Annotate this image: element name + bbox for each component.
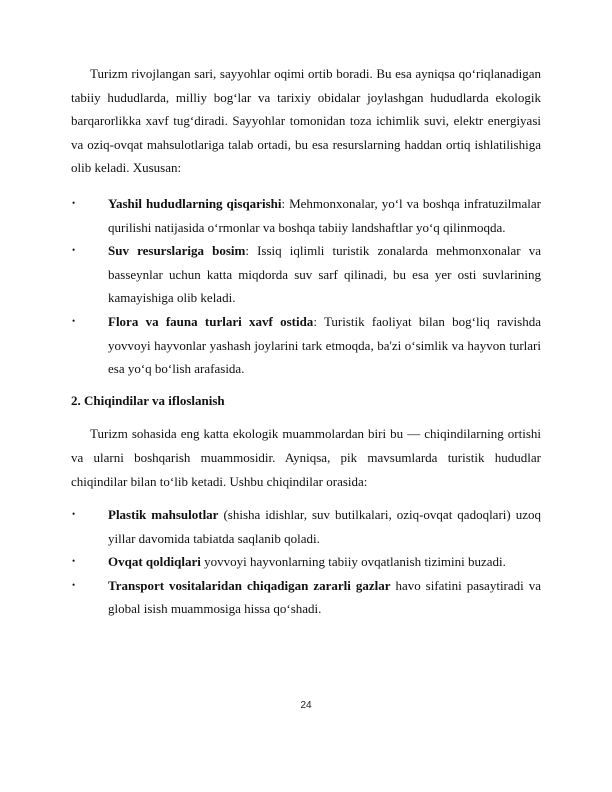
list-item-title: Flora va fauna turlari xavf ostida: [108, 313, 314, 329]
list-item-title: Plastik mahsulotlar: [108, 507, 219, 523]
environmental-impacts-list: [71, 192, 541, 381]
list-item-title: Transport vositalaridan chiqadigan zararli gazlar: [108, 577, 391, 593]
list-item: [71, 503, 541, 550]
bullet-icon: •: [72, 556, 76, 567]
list-item-text: : Turistik faoliyat bilan bog‘liq ravishda yovvoyi hayvonlar yashash joylarini tark etmoqda, ba'zi o‘simlik va hayvon turlari esa yo‘q bo‘lish arafasida.: [108, 313, 541, 377]
list-item-text: (shisha idishlar, suv butilkalari, oziq-ovqat qadoqlari) uzoq yillar davomida tabiatda saqlanib qoladi.: [108, 507, 541, 546]
bullet-icon: •: [72, 315, 76, 326]
list-item-text: yovvoyi hayvonlarning tabiiy ovqatlanish tizimini buzadi.: [200, 554, 506, 570]
waste-types-list: [71, 503, 541, 621]
list-item: [71, 239, 541, 310]
section-heading: 2. Chiqindilar va ifloslanish: [71, 392, 225, 408]
list-item-text: havo sifatini pasaytiradi va global isish muammosiga hissa qo‘shadi.: [108, 577, 541, 617]
list-item-text: : Mehmonxonalar, yo‘l va boshqa infratuzilmalar qurilishi natijasida o‘rmonlar va boshqa tabiiy landshaftlar yo‘q qilinmoqda.: [108, 195, 541, 235]
list-item-title: Yashil hududlarning qisqarishi: [108, 195, 282, 211]
bullet-icon: •: [72, 579, 76, 590]
list-item-title: Suv resurslariga bosim: [108, 243, 246, 259]
page-number: 24: [300, 700, 312, 711]
intro-paragraph: Turizm rivojlangan sari, sayyohlar oqimi ortib boradi. Bu esa ayniqsa qo‘riqlanadigan tabiiy hududlarda, milliy bog‘lar va tarixiy obidalar joylashgan hududlarda ekologik barqarorlikka xavf tug‘diradi. Sayyohlar tomonidan toza ichimlik suvi, elektr energiyasi va oziq-ovqat mahsulotlariga talab ortadi, bu esa resurslarning haddan ortiq ishlatilishiga olib keladi. Xususan:: [71, 66, 541, 176]
list-item: [71, 310, 541, 381]
list-item-title: Ovqat qoldiqlari: [108, 554, 201, 570]
list-item: [71, 574, 541, 621]
bullet-icon: •: [72, 245, 76, 256]
bullet-icon: •: [72, 509, 76, 520]
section-paragraph: Turizm sohasida eng katta ekologik muammolardan biri bu — chiqindilarning ortishi va ularni boshqarish muammosidir. Ayniqsa, pik mavsumlarda turistik hududlar chiqindilar bilan to‘lib ketadi. Ushbu chiqindilar orasida:: [71, 426, 541, 489]
document-page: [71, 62, 541, 621]
bullet-icon: •: [72, 197, 76, 208]
list-item-text: : Issiq iqlimli turistik zonalarda mehmonxonalar va basseynlar uchun katta miqdorda suv sarf qilinadi, bu esa yer osti suvlarining kamayishiga olib keladi.: [108, 243, 541, 306]
list-item: [71, 550, 541, 574]
list-item: [71, 192, 541, 239]
